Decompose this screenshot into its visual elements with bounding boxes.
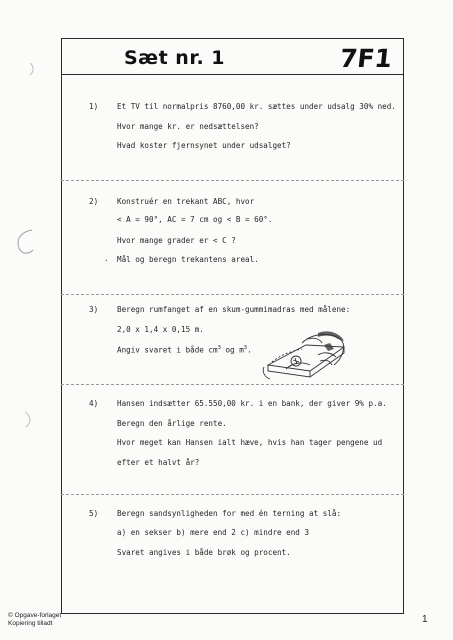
problem-1-line-3: Hvad koster fjernsynet under udsalget? [117, 141, 291, 150]
problem-1-line-2: Hvor mange kr. er nedsættelsen? [117, 122, 259, 131]
page-title: Sæt nr. 1 [124, 47, 226, 69]
problem-2-number: 2) [89, 197, 99, 206]
problem-5-line-1: Beregn sandsynligheden for med én terning at slå: [117, 509, 342, 518]
problem-2-line-2: < A = 90°, AC = 7 cm og < B = 60°. [117, 215, 273, 224]
problem-1-line-1: Et TV til normalpris 8760,00 kr. sættes under udsalg 30% ned. [117, 102, 396, 111]
scan-mark-middle [12, 228, 36, 258]
problem-3-line-1: Beregn rumfanget af en skum-gummimadras med målene: [117, 305, 351, 314]
problem-1-number: 1) [89, 102, 99, 111]
section-divider [61, 384, 404, 385]
problem-3-line-2: 2,0 x 1,4 x 0,15 m. [117, 325, 204, 334]
scan-mark-top [28, 62, 38, 76]
problem-4-line-4: efter et halvt år? [117, 458, 200, 467]
set-code: 7F1 [338, 44, 394, 73]
problem-2-line-1: Konstruér en trekant ABC, hvor [117, 197, 255, 206]
problem-4-line-1: Hansen indsætter 65.550,00 kr. i en bank, der giver 9% p.a. [117, 399, 387, 408]
problem-2-line-3: Hvor mange grader er < C ? [117, 236, 236, 245]
publisher-footer [8, 612, 61, 628]
unit-text-c: . [247, 345, 252, 355]
problem-5-number: 5) [89, 509, 99, 518]
unit-text-b: og m [220, 345, 244, 355]
unit-sup-b: 3 [243, 345, 248, 351]
unit-sup-a: 3 [217, 345, 221, 351]
problem-2-bullet: . [104, 254, 109, 263]
problem-3-number: 3) [89, 305, 99, 314]
publisher-name: © Opgave-forlaget [8, 612, 62, 619]
header-divider [61, 74, 404, 75]
problem-5-line-2: a) en sekser b) mere end 2 c) mindre end 3 [117, 528, 310, 537]
problem-4-line-2: Beregn den årlige rente. [117, 419, 227, 428]
copy-notice: Kopiering tilladt [8, 620, 53, 627]
problem-4-number: 4) [89, 399, 99, 408]
section-divider [61, 294, 404, 295]
scan-mark-bottom [22, 410, 36, 430]
section-divider [61, 494, 404, 495]
mattress-illustration [258, 325, 348, 385]
section-divider [61, 180, 404, 181]
unit-text-a: Angiv svaret i både cm [117, 345, 218, 355]
page-number: 1 [422, 614, 428, 625]
problem-5-line-3: Svaret angives i både brøk og procent. [117, 548, 291, 557]
problem-4-line-3: Hvor meget kan Hansen ialt hæve, hvis han tager pengene ud [117, 438, 383, 447]
problem-2-line-4: Mål og beregn trekantens areal. [117, 255, 259, 264]
problem-3-line-3 [117, 345, 252, 355]
